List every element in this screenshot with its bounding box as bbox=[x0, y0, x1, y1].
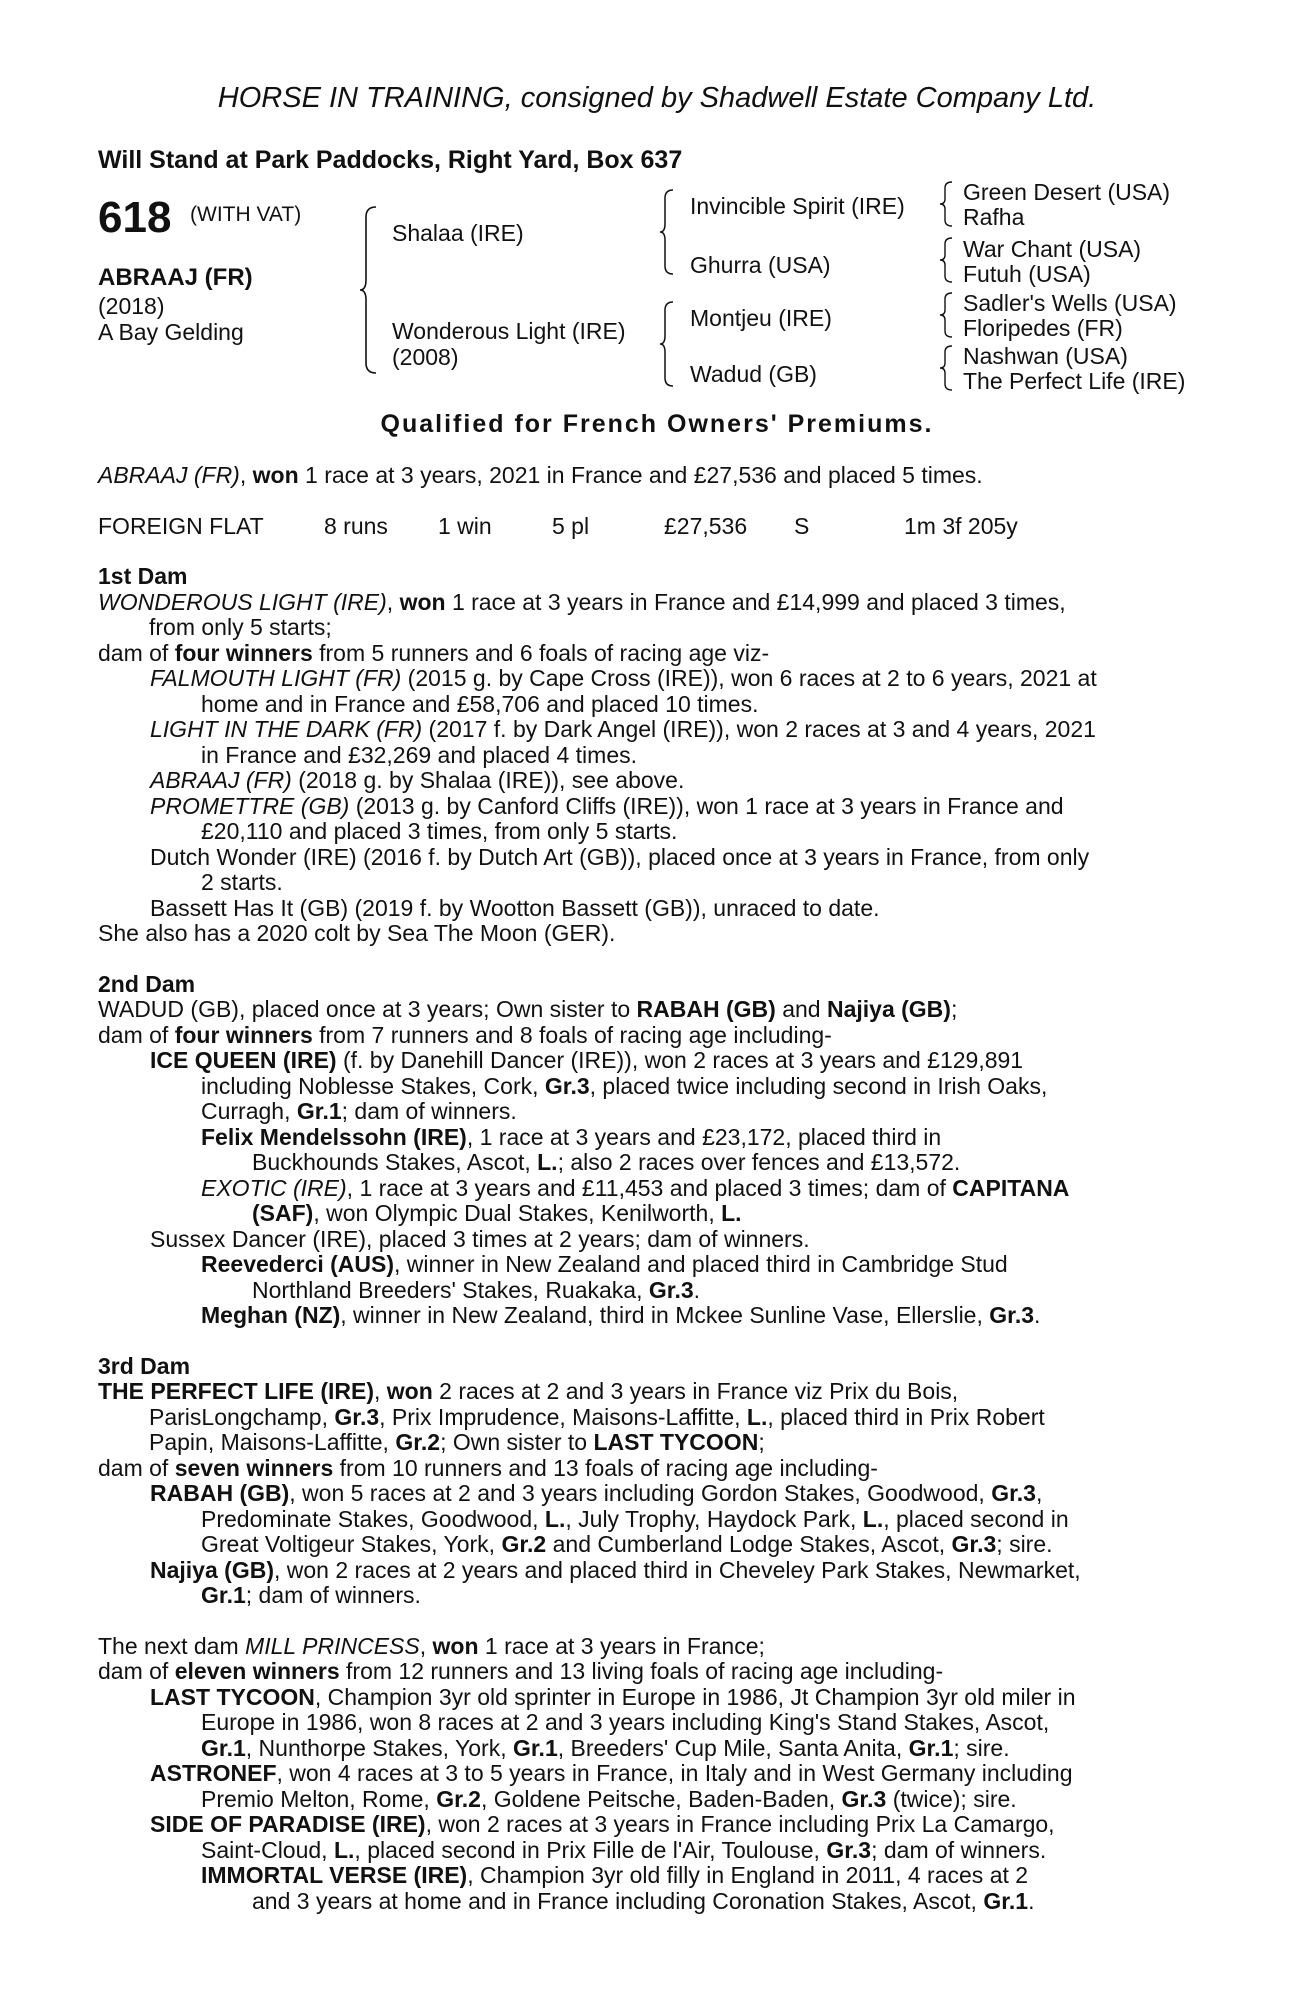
record-earnings: £27,536 bbox=[664, 512, 748, 539]
stand-location: Will Stand at Park Paddocks, Right Yard, Box 637 bbox=[98, 146, 683, 174]
pedigree-dam-sire: Montjeu (IRE) bbox=[690, 305, 832, 331]
pedigree-brace-sire bbox=[660, 188, 676, 276]
progeny-item: IMMORTAL VERSE (IRE), Champion 3yr old filly in England in 2011, 4 races at 2 bbox=[201, 1862, 1029, 1888]
record-placed: 5 pl bbox=[552, 512, 590, 539]
pedigree-g3-1: Green Desert (USA) bbox=[963, 179, 1171, 205]
progeny-item: EXOTIC (IRE), 1 race at 3 years and £11,453 and placed 3 times; dam of CAPITANA bbox=[201, 1174, 1070, 1201]
pedigree-g3-7: Nashwan (USA) bbox=[963, 343, 1128, 369]
progeny-item: Dutch Wonder (IRE) (2016 f. by Dutch Art (GB)), placed once at 3 years in France, from only bbox=[150, 843, 1090, 870]
record-type: FOREIGN FLAT bbox=[98, 512, 264, 539]
lot-number: 618 bbox=[98, 193, 172, 242]
progeny-item: Felix Mendelssohn (IRE), 1 race at 3 years and £23,172, placed third in bbox=[201, 1123, 942, 1150]
pedigree-brace-dam bbox=[660, 300, 676, 388]
pedigree-g3-3: War Chant (USA) bbox=[963, 236, 1142, 262]
progeny-item: Bassett Has It (GB) (2019 f. by Wootton Bassett (GB)), unraced to date. bbox=[150, 894, 880, 921]
vat-note: (WITH VAT) bbox=[190, 203, 302, 226]
progeny-item: SIDE OF PARADISE (IRE), won 2 races at 3 years in France including Prix La Camargo, bbox=[150, 1811, 1055, 1837]
first-dam-section: 1st Dam WONDEROUS LIGHT (IRE), won 1 race at 3 years in France and £14,999 and placed 3 times, from only 5 starts; dam of four winners from 5 runners and 6 foals of racing age viz- FALMOUTH LIGHT (FR) (2015 g. by Cape Cross (IRE)), won 6 races at 2 to 6 years, 2021 at home and in France and £58,706 and placed 10 times. LIGHT IN THE DARK (FR) (2017 f. by Dark Angel (IRE)), won 2 races at 3 and 4 years, 2021 in France and £32,269 and placed 4 times. ABRAAJ (FR) (2018 g. by Shalaa (IRE)), see above. PROMETTRE (GB) (2013 g. by Canford Cliffs (IRE)), won 1 race at 3 years in France and £20,110 and placed 3 times, from only 5 starts. Dutch Wonder (IRE) (2016 f. by Dutch Art (GB)), placed once at 3 years in France, from only 2 starts. Bassett Has It (GB) (2019 f. by Wootton Bassett (GB)), unraced to date. She also has a 2020 colt by Sea The Moon (GER). bbox=[98, 564, 1206, 947]
pedigree-brace-g3-4 bbox=[940, 344, 954, 394]
horse-description: A Bay Gelding bbox=[98, 319, 244, 345]
pedigree-sire: Shalaa (IRE) bbox=[392, 220, 524, 246]
progeny-item: ICE QUEEN (IRE) (f. by Danehill Dancer (IRE)), won 2 races at 3 years and £129,891 bbox=[150, 1047, 1024, 1073]
section-title: 3rd Dam bbox=[98, 1352, 191, 1379]
record-runs: 8 runs bbox=[324, 512, 388, 539]
race-record bbox=[98, 514, 1206, 540]
progeny-item: LIGHT IN THE DARK (FR) (2017 f. by Dark Angel (IRE)), won 2 races at 3 and 4 years, 2021 bbox=[150, 716, 1096, 742]
pedigree-g3-6: Floripedes (FR) bbox=[963, 315, 1123, 341]
catalogue-body bbox=[98, 463, 1206, 1914]
pedigree-brace-g3-3 bbox=[940, 291, 954, 341]
next-dam-section: The next dam MILL PRINCESS, won 1 race at 3 years in France; dam of eleven winners from 12 runners and 13 living foals of racing age including- LAST TYCOON, Champion 3yr old sprinter in Europe in 1986, Jt Champion 3yr old miler in Europe in 1986, won 8 races at 2 and 3 years including King's Stand Stakes, Ascot, Gr.1, Nunthorpe Stakes, York, Gr.1, Breeders' Cup Mile, Santa Anita, Gr.1; sire. ASTRONEF, won 4 races at 3 to 5 years in France, in Italy and in West Germany including Premio Melton, Rome, Gr.2, Goldene Peitsche, Baden-Baden, Gr.3 (twice); sire. SIDE OF PARADISE (IRE), won 2 races at 3 years in France including Prix La Camargo, Saint-Cloud, L., placed second in Prix Fille de l'Air, Toulouse, Gr.3; dam of winners. IMMORTAL VERSE (IRE), Champion 3yr old filly in England in 2011, 4 races at 2 and 3 years at home and in France including Coronation Stakes, Ascot, Gr.1. bbox=[98, 1634, 1206, 1915]
progeny-item: ASTRONEF, won 4 races at 3 to 5 years in France, in Italy and in West Germany including bbox=[150, 1760, 1073, 1786]
catalogue-header: HORSE IN TRAINING, consigned by Shadwell Estate Company Ltd. bbox=[217, 82, 1097, 114]
pedigree-dam-dam: Wadud (GB) bbox=[690, 361, 817, 387]
progeny-item: LAST TYCOON, Champion 3yr old sprinter in Europe in 1986, Jt Champion 3yr old miler in bbox=[150, 1683, 1076, 1710]
third-dam-section: 3rd Dam THE PERFECT LIFE (IRE), won 2 races at 2 and 3 years in France viz Prix du Bois, ParisLongchamp, Gr.3, Prix Imprudence, Maisons-Laffitte, L., placed third in Prix Robert Papin, Maisons-Laffitte, Gr.2; Own sister to LAST TYCOON; dam of seven winners from 10 runners and 13 foals of racing age including- RABAH (GB), won 5 races at 2 and 3 years including Gordon Stakes, Goodwood, Gr.3, Predominate Stakes, Goodwood, L., July Trophy, Haydock Park, L., placed second in Great Voltigeur Stakes, York, Gr.2 and Cumberland Lodge Stakes, Ascot, Gr.3; sire. Najiya (GB), won 2 races at 2 years and placed third in Cheveley Park Stakes, Newmarket, Gr.1; dam of winners. bbox=[98, 1354, 1206, 1609]
progeny-item: ABRAAJ (FR) (2018 g. by Shalaa (IRE)), see above. bbox=[150, 767, 685, 793]
horse-year: (2018) bbox=[98, 293, 165, 319]
qualified-note: Qualified for French Owners' Premiums. bbox=[380, 410, 934, 438]
pedigree-g3-2: Rafha bbox=[963, 204, 1025, 230]
pedigree-g3-4: Futuh (USA) bbox=[963, 261, 1091, 287]
progeny-item: FALMOUTH LIGHT (FR) (2015 g. by Cape Cross (IRE)), won 6 races at 2 to 6 years, 2021 at bbox=[150, 665, 1097, 691]
horse-name: ABRAAJ (FR) bbox=[98, 264, 253, 291]
pedigree-brace-main bbox=[360, 205, 380, 375]
pedigree-g3-5: Sadler's Wells (USA) bbox=[963, 290, 1177, 316]
section-title: 1st Dam bbox=[98, 563, 188, 589]
pedigree-dam-year: (2008) bbox=[392, 344, 459, 370]
progeny-item: Sussex Dancer (IRE), placed 3 times at 2 years; dam of winners. bbox=[150, 1225, 810, 1252]
progeny-item: Reevederci (AUS), winner in New Zealand and placed third in Cambridge Stud bbox=[201, 1251, 1008, 1277]
progeny-item: RABAH (GB), won 5 races at 2 and 3 years including Gordon Stakes, Goodwood, Gr.3, bbox=[150, 1480, 1043, 1506]
record-going: S bbox=[794, 512, 810, 539]
pedigree-sire-dam: Ghurra (USA) bbox=[690, 252, 831, 278]
record-distance: 1m 3f 205y bbox=[904, 512, 1018, 539]
record-wins: 1 win bbox=[438, 512, 492, 539]
progeny-item: Meghan (NZ), winner in New Zealand, third in Mckee Sunline Vase, Ellerslie, Gr.3. bbox=[201, 1302, 1041, 1328]
second-dam-section: 2nd Dam WADUD (GB), placed once at 3 years; Own sister to RABAH (GB) and Najiya (GB); dam of four winners from 7 runners and 8 foals of racing age including- ICE QUEEN (IRE) (f. by Danehill Dancer (IRE)), won 2 races at 3 years and £129,891 including Noblesse Stakes, Cork, Gr.3, placed twice including second in Irish Oaks, Curragh, Gr.1; dam of winners. Felix Mendelssohn (IRE), 1 race at 3 years and £23,172, placed third in Buckhounds Stakes, Ascot, L.; also 2 races over fences and £13,572. EXOTIC (IRE), 1 race at 3 years and £11,453 and placed 3 times; dam of CAPITANA (SAF), won Olympic Dual Stakes, Kenilworth, L. Sussex Dancer (IRE), placed 3 times at 2 years; dam of winners. Reevederci (AUS), winner in New Zealand and placed third in Cambridge Stud Northland Breeders' Stakes, Ruakaka, Gr.3. Meghan (NZ), winner in New Zealand, third in Mckee Sunline Vase, Ellerslie, Gr.3. bbox=[98, 972, 1206, 1329]
pedigree-brace-g3-1 bbox=[940, 180, 954, 230]
progeny-item: PROMETTRE (GB) (2013 g. by Canford Cliffs (IRE)), won 1 race at 3 years in France and bbox=[150, 792, 1064, 819]
race-summary: ABRAAJ (FR), won 1 race at 3 years, 2021 in France and £27,536 and placed 5 times. bbox=[98, 462, 983, 488]
pedigree-dam: Wonderous Light (IRE) bbox=[392, 318, 626, 344]
section-title: 2nd Dam bbox=[98, 970, 196, 997]
pedigree-brace-g3-2 bbox=[940, 236, 954, 286]
pedigree-sire-sire: Invincible Spirit (IRE) bbox=[690, 193, 905, 219]
progeny-item: Najiya (GB), won 2 races at 2 years and placed third in Cheveley Park Stakes, Newmarket, bbox=[150, 1556, 1081, 1583]
pedigree-g3-8: The Perfect Life (IRE) bbox=[963, 368, 1186, 394]
